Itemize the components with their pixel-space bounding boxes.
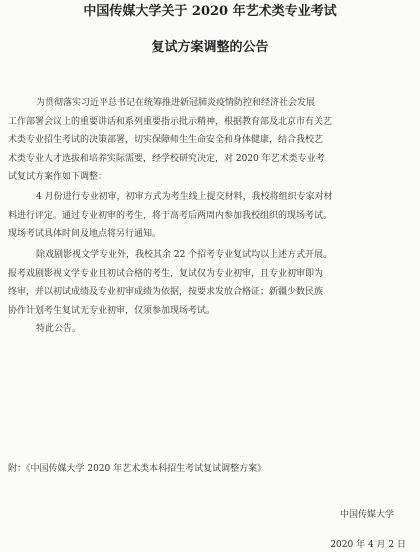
paragraph-3-line: 协作计划考生复试无专业初审，仅须参加现场考试。 — [8, 305, 216, 316]
signature-date: 2020 年 4 月 2 日 — [330, 540, 406, 550]
attachment-reference: 附：《中国传媒大学 2020 年艺术类本科招生考试复试调整方案》 — [8, 464, 267, 474]
signature-organization: 中国传媒大学 — [339, 510, 394, 520]
paragraph-3-line: 除戏剧影视文学专业外，我校其余 22 个招考专业复试均以上述方式开展。 — [36, 250, 333, 260]
paragraph-3-line: 报考戏剧影视文学专业且初试合格的考生，复试仅为专业初审，且专业初审即为 — [8, 268, 324, 279]
paragraph-1-line: 术类专业人才选拔和培养实际需要，经学校研究决定，对 2020 年艺术类专业考 — [8, 153, 325, 164]
paragraph-1-line: 为贯彻落实习近平总书记在统筹推进新冠肺炎疫情防控和经济社会发展 — [36, 98, 316, 108]
document-title-line1: 中国传媒大学关于 2020 年艺术类专业考试 — [83, 4, 337, 19]
paragraph-3-line: 终审，并以初试成绩及专业初审成绩为依据，按要求发放合格证；新疆少数民族 — [8, 287, 324, 297]
paragraph-3 — [8, 246, 412, 320]
paragraph-1-line: 试复试方案作如下调整： — [8, 172, 108, 182]
paragraph-2-line: 4 月份进行专业初审，初审方式为考生线上提交材料，我校将组织专家对材 — [36, 192, 333, 202]
paragraph-2 — [8, 188, 412, 244]
paragraph-1-line: 工作部署会议上的重要讲话和系列重要指示批示精神，根据教育部及北京市有关艺 — [8, 116, 333, 127]
paragraph-2-line: 现场考试具体时间及地点将另行通知。 — [8, 229, 162, 239]
closing-text: 特此公告。 — [36, 324, 82, 334]
document-title-line2: 复试方案调整的公告 — [151, 40, 269, 55]
paragraph-1 — [8, 94, 412, 187]
closing-statement — [8, 320, 412, 339]
paragraph-1-line: 术类专业招生考试的决策部署，切实保障师生生命安全和身体健康，结合我校艺 — [8, 135, 324, 145]
paragraph-2-line: 料进行评定。通过专业初审的考生，将于高考后两周内参加我校组织的现场考试。 — [8, 210, 333, 221]
